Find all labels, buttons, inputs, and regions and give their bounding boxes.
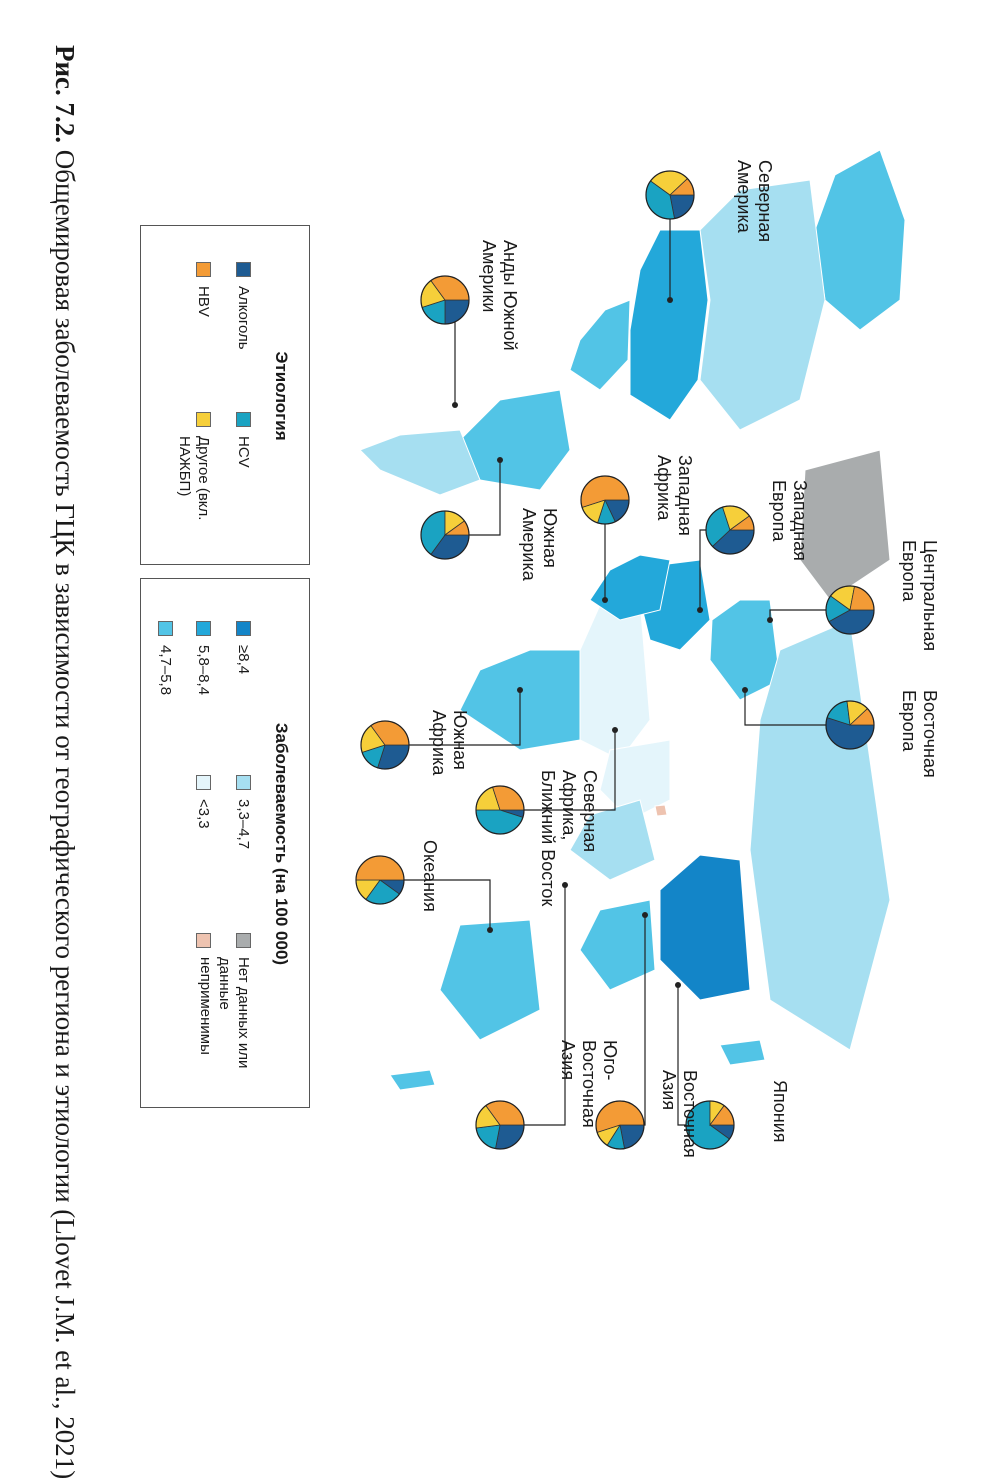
land-greenland	[815, 150, 905, 330]
leader-dot-oceania	[487, 927, 493, 933]
leader-dot-central-europe	[767, 617, 773, 623]
no-data-label: Нет данных или данные неприменимы	[197, 957, 252, 1069]
incidence-ge-8-4-swatch	[236, 621, 251, 636]
land-australia	[440, 920, 540, 1040]
land-mexico	[570, 300, 630, 390]
label-southeast-asia: Юго- Восточная Азия	[558, 1040, 620, 1128]
land-russia	[750, 620, 890, 1050]
land-new-zealand	[390, 1070, 435, 1090]
label-south-america: Южная Америка	[519, 508, 560, 581]
pie-eastern-europe	[826, 701, 874, 749]
label-japan: Япония	[770, 1080, 790, 1143]
pie-slice-oceania-hbv	[356, 856, 404, 880]
pie-slice-southeast-asia-alcohol	[496, 1125, 524, 1149]
incidence-5-8-8-4-swatch	[196, 621, 211, 636]
leader-dot-western-africa	[602, 597, 608, 603]
label-central-europe: Центральная Европа	[899, 540, 940, 652]
incidence-5-8-8-4-label: 5,8–8,4	[195, 645, 212, 696]
label-southern-africa: Южная Африка	[429, 710, 470, 776]
leader-dot-east-asia	[642, 912, 648, 918]
incidence-ge-8-4-label: ≥8,4	[235, 645, 252, 675]
incidence-3-3-4-7-label: 3,3–4,7	[235, 799, 252, 850]
not-applicable-swatch	[196, 933, 211, 948]
land-not-applicable-region	[655, 805, 667, 816]
pie-south-america	[421, 511, 469, 559]
land-usa	[630, 230, 708, 420]
land-south-america-south	[360, 430, 480, 495]
alcohol-swatch	[236, 262, 251, 277]
hbv-swatch	[196, 262, 211, 277]
incidence-4-7-5-8-swatch	[158, 621, 173, 636]
leader-dot-south-america	[497, 457, 503, 463]
no-data-swatch	[236, 933, 251, 948]
leader-dot-southern-africa	[517, 687, 523, 693]
alcohol-label: Алкоголь	[235, 286, 252, 350]
label-north-america: Северная Америка	[734, 160, 775, 243]
label-western-africa: Западная Африка	[654, 455, 695, 536]
land-china	[660, 855, 750, 1000]
pie-north-africa-middle-east	[476, 786, 524, 834]
pie-southeast-asia	[476, 1101, 524, 1149]
pie-andean-south-america	[421, 276, 469, 324]
label-north-africa-middle-east: Северная Африка, Ближний Восток	[538, 770, 600, 907]
label-eastern-europe: Восточная Европа	[899, 690, 940, 778]
leader-dot-north-africa-middle-east	[612, 727, 618, 733]
figure-caption	[49, 45, 80, 1479]
pie-western-europe	[706, 506, 754, 554]
caption-text: Общемировая заболеваемость ГЦК в зависимости от географического региона и этиологии (Llovet J.M. et al., 2021)	[50, 149, 80, 1479]
hcv-swatch	[236, 412, 251, 427]
incidence-lt-3-3-swatch	[196, 775, 211, 790]
caption-number: Рис. 7.2.	[50, 45, 80, 144]
label-western-europe: Западная Европа	[769, 480, 810, 561]
pie-oceania	[356, 856, 404, 904]
leader-dot-north-america	[667, 297, 673, 303]
pie-southern-africa	[361, 721, 409, 769]
incidence-4-7-5-8-label: 4,7–5,8	[157, 645, 174, 696]
label-east-asia: Восточная Азия	[659, 1070, 700, 1158]
land-japan	[720, 1040, 765, 1065]
etiology-legend-title: Этиология	[272, 351, 291, 441]
incidence-legend	[140, 578, 310, 1108]
label-oceania: Океания	[420, 840, 440, 912]
pie-western-africa	[581, 476, 629, 524]
pie-north-america	[646, 171, 694, 219]
incidence-legend-title: Заболеваемость (на 100 000)	[272, 722, 291, 966]
leader-dot-western-europe	[697, 607, 703, 613]
land-no-data-region	[800, 450, 890, 600]
leader-dot-japan	[675, 982, 681, 988]
etiology-legend	[140, 225, 310, 565]
other-swatch	[196, 412, 211, 427]
pie-central-europe	[826, 586, 874, 634]
hcv-label: HCV	[235, 436, 252, 468]
leader-dot-andean-south-america	[452, 402, 458, 408]
leader-dot-eastern-europe	[742, 687, 748, 693]
label-andean-south-america: Анды Южной Америки	[479, 240, 520, 351]
hbv-label: HBV	[195, 286, 212, 317]
other-label: Другое (вкл. НАЖБП)	[176, 436, 212, 521]
incidence-3-3-4-7-swatch	[236, 775, 251, 790]
incidence-lt-3-3-label: <3,3	[195, 799, 212, 829]
